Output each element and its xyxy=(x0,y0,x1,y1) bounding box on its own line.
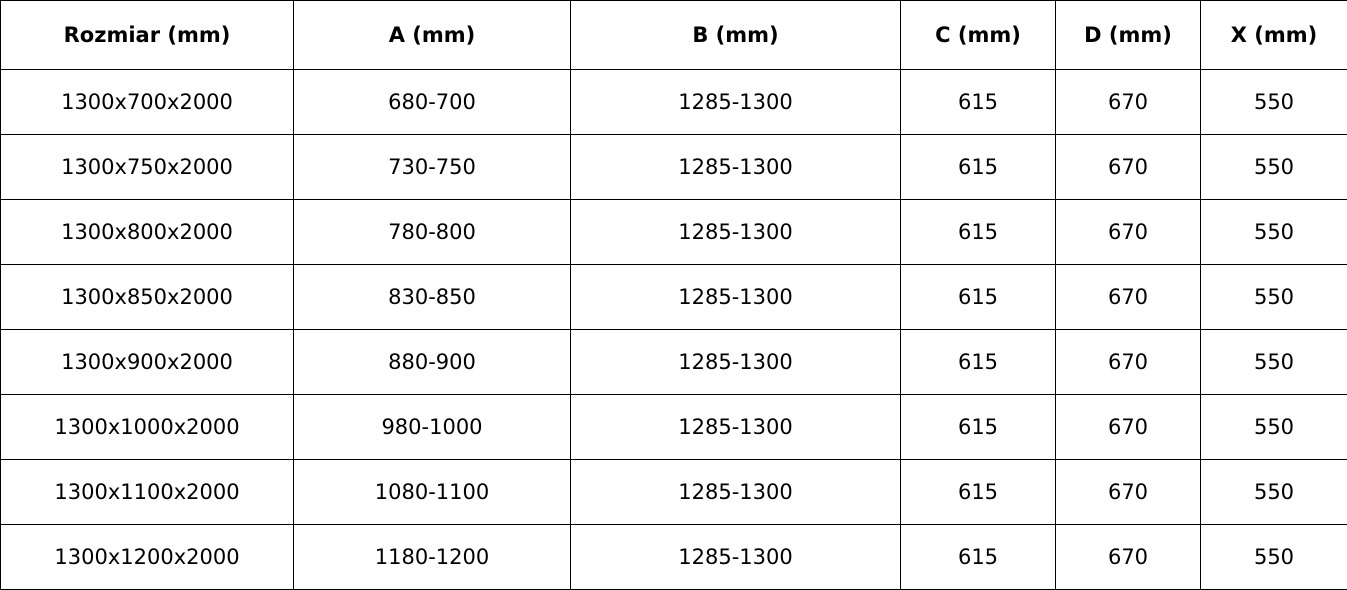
cell-b: 1285-1300 xyxy=(571,135,901,200)
cell-rozmiar: 1300x1200x2000 xyxy=(1,525,294,590)
cell-rozmiar: 1300x900x2000 xyxy=(1,330,294,395)
cell-d: 670 xyxy=(1056,70,1201,135)
cell-d: 670 xyxy=(1056,460,1201,525)
table-row xyxy=(1,525,1347,590)
cell-x: 550 xyxy=(1201,135,1347,200)
cell-d: 670 xyxy=(1056,395,1201,460)
cell-d: 670 xyxy=(1056,135,1201,200)
cell-x: 550 xyxy=(1201,330,1347,395)
cell-c: 615 xyxy=(901,135,1056,200)
cell-x: 550 xyxy=(1201,525,1347,590)
cell-b: 1285-1300 xyxy=(571,460,901,525)
cell-d: 670 xyxy=(1056,200,1201,265)
cell-c: 615 xyxy=(901,330,1056,395)
table-row xyxy=(1,330,1347,395)
cell-b: 1285-1300 xyxy=(571,330,901,395)
cell-d: 670 xyxy=(1056,330,1201,395)
column-header-c: C (mm) xyxy=(901,1,1056,70)
table-row xyxy=(1,200,1347,265)
cell-d: 670 xyxy=(1056,525,1201,590)
column-header-b: B (mm) xyxy=(571,1,901,70)
cell-a: 680-700 xyxy=(294,70,571,135)
cell-b: 1285-1300 xyxy=(571,200,901,265)
cell-rozmiar: 1300x700x2000 xyxy=(1,70,294,135)
cell-a: 780-800 xyxy=(294,200,571,265)
cell-c: 615 xyxy=(901,70,1056,135)
cell-x: 550 xyxy=(1201,460,1347,525)
column-header-rozmiar: Rozmiar (mm) xyxy=(1,1,294,70)
table-row xyxy=(1,70,1347,135)
column-header-d: D (mm) xyxy=(1056,1,1201,70)
cell-x: 550 xyxy=(1201,265,1347,330)
cell-c: 615 xyxy=(901,265,1056,330)
cell-rozmiar: 1300x800x2000 xyxy=(1,200,294,265)
table-row xyxy=(1,395,1347,460)
cell-c: 615 xyxy=(901,525,1056,590)
column-header-x: X (mm) xyxy=(1201,1,1347,70)
cell-a: 880-900 xyxy=(294,330,571,395)
cell-a: 830-850 xyxy=(294,265,571,330)
cell-a: 1080-1100 xyxy=(294,460,571,525)
cell-a: 1180-1200 xyxy=(294,525,571,590)
column-header-a: A (mm) xyxy=(294,1,571,70)
table-row xyxy=(1,265,1347,330)
cell-c: 615 xyxy=(901,460,1056,525)
cell-rozmiar: 1300x1000x2000 xyxy=(1,395,294,460)
table-header-row xyxy=(1,1,1347,70)
cell-x: 550 xyxy=(1201,70,1347,135)
cell-rozmiar: 1300x750x2000 xyxy=(1,135,294,200)
cell-a: 980-1000 xyxy=(294,395,571,460)
cell-b: 1285-1300 xyxy=(571,395,901,460)
table-row xyxy=(1,460,1347,525)
cell-x: 550 xyxy=(1201,395,1347,460)
cell-c: 615 xyxy=(901,200,1056,265)
cell-rozmiar: 1300x1100x2000 xyxy=(1,460,294,525)
table-body xyxy=(1,70,1347,590)
cell-b: 1285-1300 xyxy=(571,70,901,135)
cell-a: 730-750 xyxy=(294,135,571,200)
cell-x: 550 xyxy=(1201,200,1347,265)
table-row xyxy=(1,135,1347,200)
table-header xyxy=(1,1,1347,70)
cell-rozmiar: 1300x850x2000 xyxy=(1,265,294,330)
cell-d: 670 xyxy=(1056,265,1201,330)
cell-c: 615 xyxy=(901,395,1056,460)
cell-b: 1285-1300 xyxy=(571,525,901,590)
cell-b: 1285-1300 xyxy=(571,265,901,330)
